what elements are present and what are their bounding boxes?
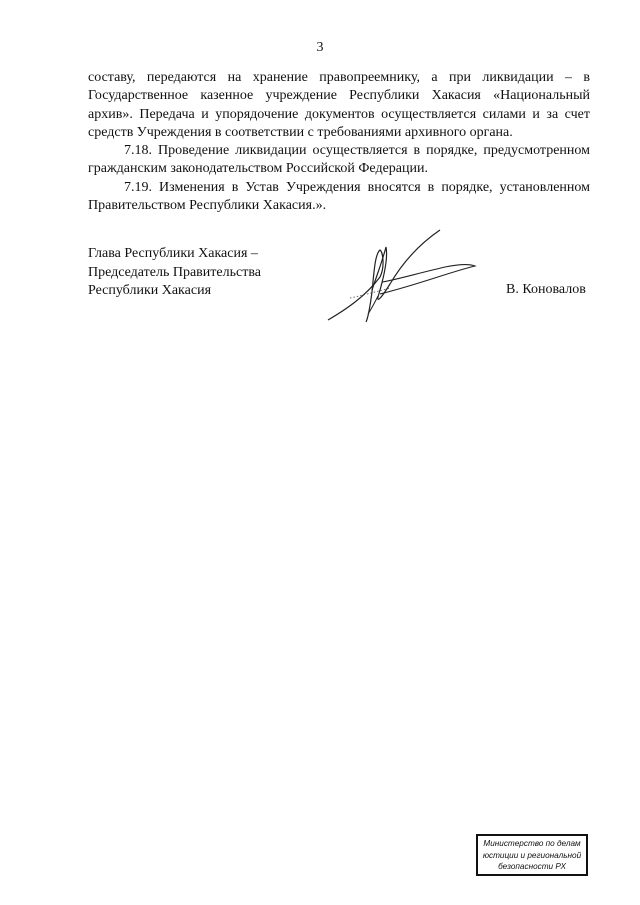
paragraph-7-19: 7.19. Изменения в Устав Учреждения вносятся в порядке, установленном Правительством Республики Хакасия.». (88, 179, 590, 214)
signer-title (88, 245, 261, 301)
handwritten-signature (320, 222, 480, 327)
registration-stamp (476, 834, 588, 876)
paragraph-continuation: составу, передаются на хранение правопреемнику, а при ликвидации – в Государственное казенное учреждение Республики Хакасия «Национальный архив». Передача и упорядочение документов осуществляется силами и за счет средств Учреждения в соответствии с требованиями архивного органа. (88, 70, 590, 140)
signer-title-line: Глава Республики Хакасия – (88, 246, 258, 261)
signer-title-line: Республики Хакасия (88, 283, 212, 298)
stamp-line: юстиции и региональной (482, 850, 582, 860)
paragraph-7-18: 7.18. Проведение ликвидации осуществляется в порядке, предусмотренном гражданским законодательством Российской Федерации. (88, 143, 590, 177)
page-number: 3 (316, 40, 324, 55)
stamp-line: Министерство по делам (483, 839, 581, 848)
stamp-line: безопасности РХ (498, 862, 566, 871)
signer-name: В. Коновалов (506, 282, 586, 297)
body-text (88, 69, 590, 215)
signer-title-line: Председатель Правительства (88, 264, 261, 280)
